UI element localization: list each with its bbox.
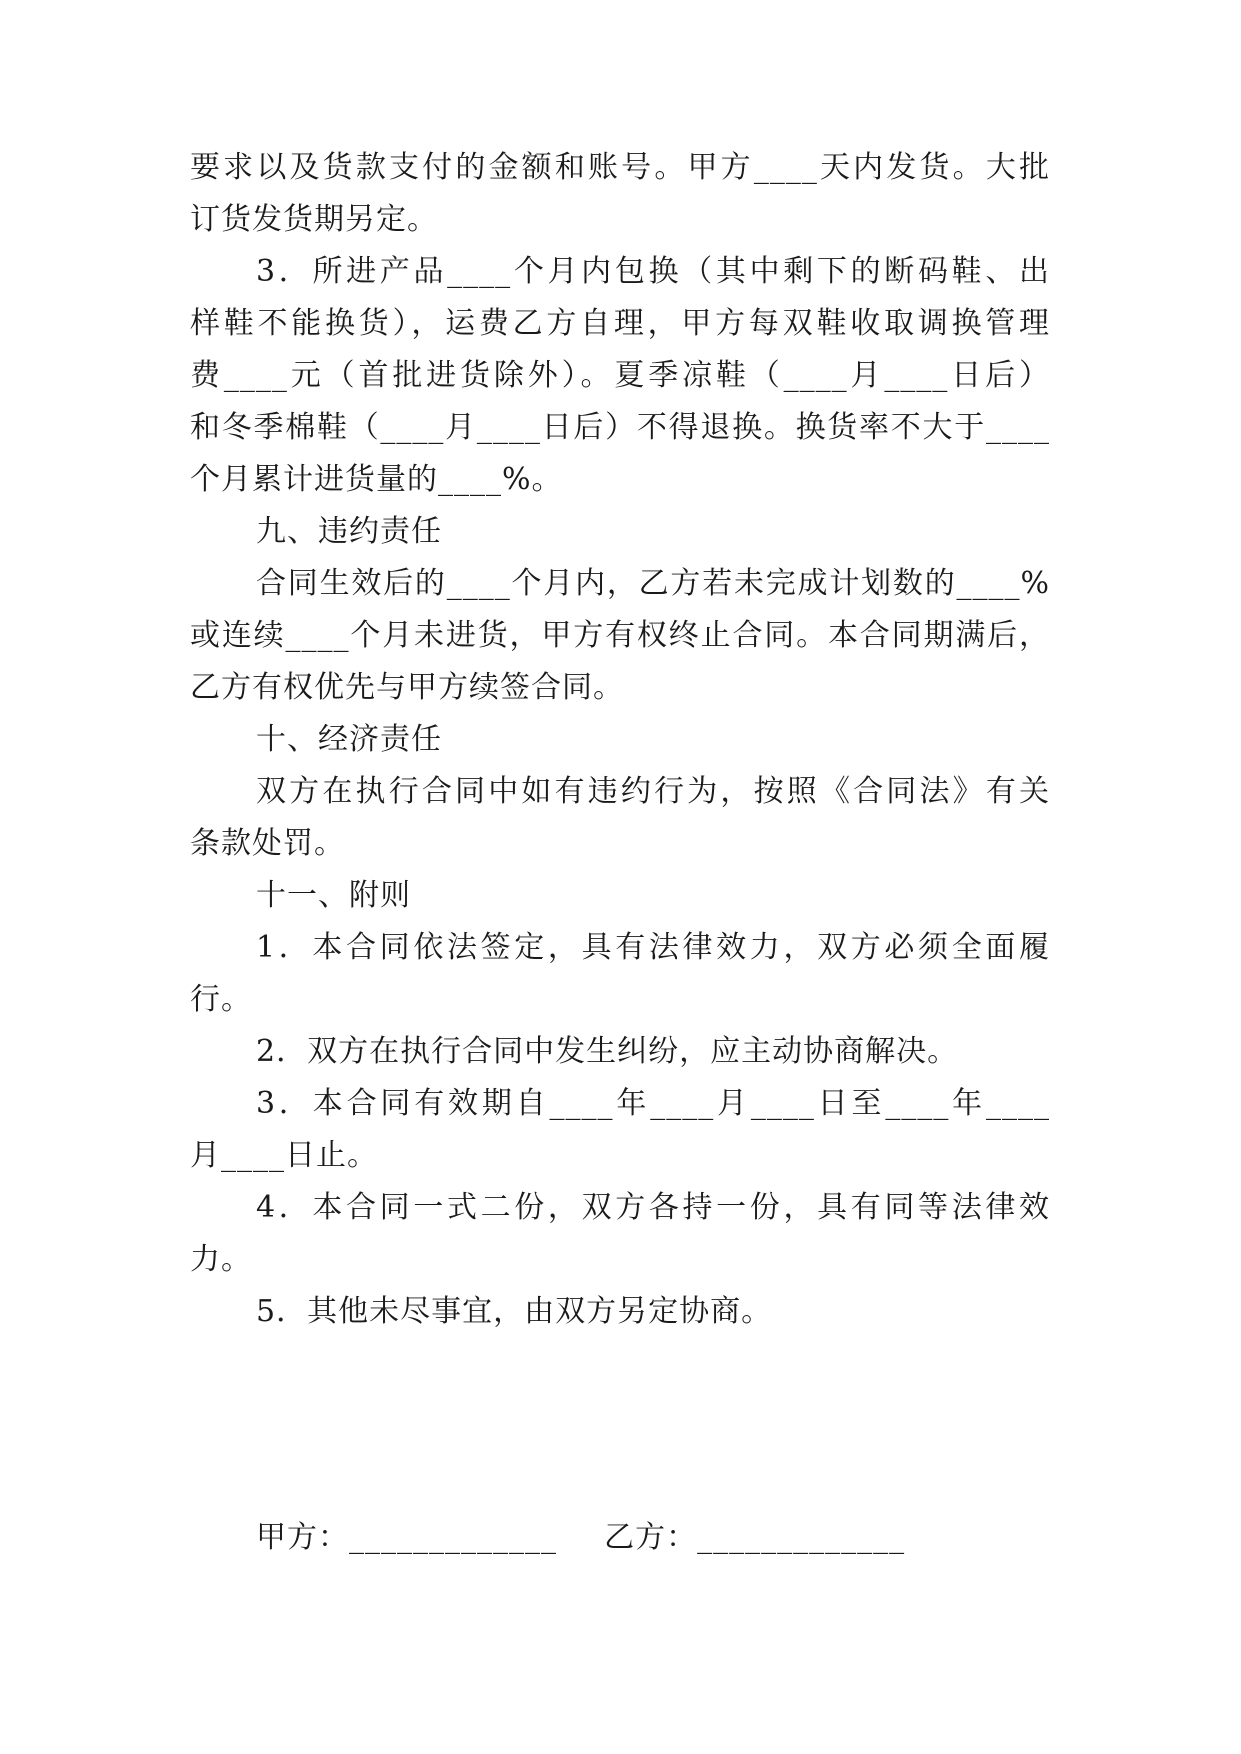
text-line: 双方在执行合同中如有违约行为，按照《合同法》有关 — [256, 774, 1050, 809]
text-line: 3．本合同有效期自____年____月____日至____年____ — [256, 1086, 1050, 1121]
party-a-signature: 甲方：_____________ — [256, 1520, 557, 1555]
text-line: 力。 — [190, 1242, 252, 1277]
text-line: 4．本合同一式二份，双方各持一份，具有同等法律效 — [256, 1190, 1050, 1225]
signature-row — [256, 1518, 905, 1558]
text-line: 2．双方在执行合同中发生纠纷，应主动协商解决。 — [256, 1034, 959, 1069]
text-line: 或连续____个月未进货，甲方有权终止合同。本合同期满后， — [190, 618, 1050, 653]
text-line: 5．其他未尽事宜，由双方另定协商。 — [256, 1294, 773, 1329]
text-line: 月____日止。 — [190, 1138, 378, 1173]
text-line: 样鞋不能换货），运费乙方自理，甲方每双鞋收取调换管理 — [190, 306, 1050, 341]
text-line: 要求以及货款支付的金额和账号。甲方____天内发货。大批 — [190, 150, 1050, 185]
text-line: 和冬季棉鞋（____月____日后）不得退换。换货率不大于____ — [190, 410, 1050, 445]
section-heading: 十一、附则 — [256, 878, 411, 913]
party-b-signature: 乙方：_____________ — [604, 1520, 906, 1555]
text-line: 订货发货期另定。 — [190, 202, 438, 237]
text-line: 1．本合同依法签定，具有法律效力，双方必须全面履 — [256, 930, 1050, 965]
text-line: 条款处罚。 — [190, 826, 345, 861]
text-line: 3．所进产品____个月内包换（其中剩下的断码鞋、出 — [256, 254, 1050, 289]
text-line: 行。 — [190, 982, 252, 1017]
text-line: 合同生效后的____个月内，乙方若未完成计划数的____% — [256, 566, 1050, 601]
text-line: 费____元（首批进货除外）。夏季凉鞋（____月____日后） — [190, 358, 1050, 393]
text-line: 乙方有权优先与甲方续签合同。 — [190, 670, 624, 705]
section-heading: 十、经济责任 — [256, 722, 442, 757]
section-heading: 九、违约责任 — [256, 514, 442, 549]
text-line: 个月累计进货量的____%。 — [190, 462, 563, 497]
